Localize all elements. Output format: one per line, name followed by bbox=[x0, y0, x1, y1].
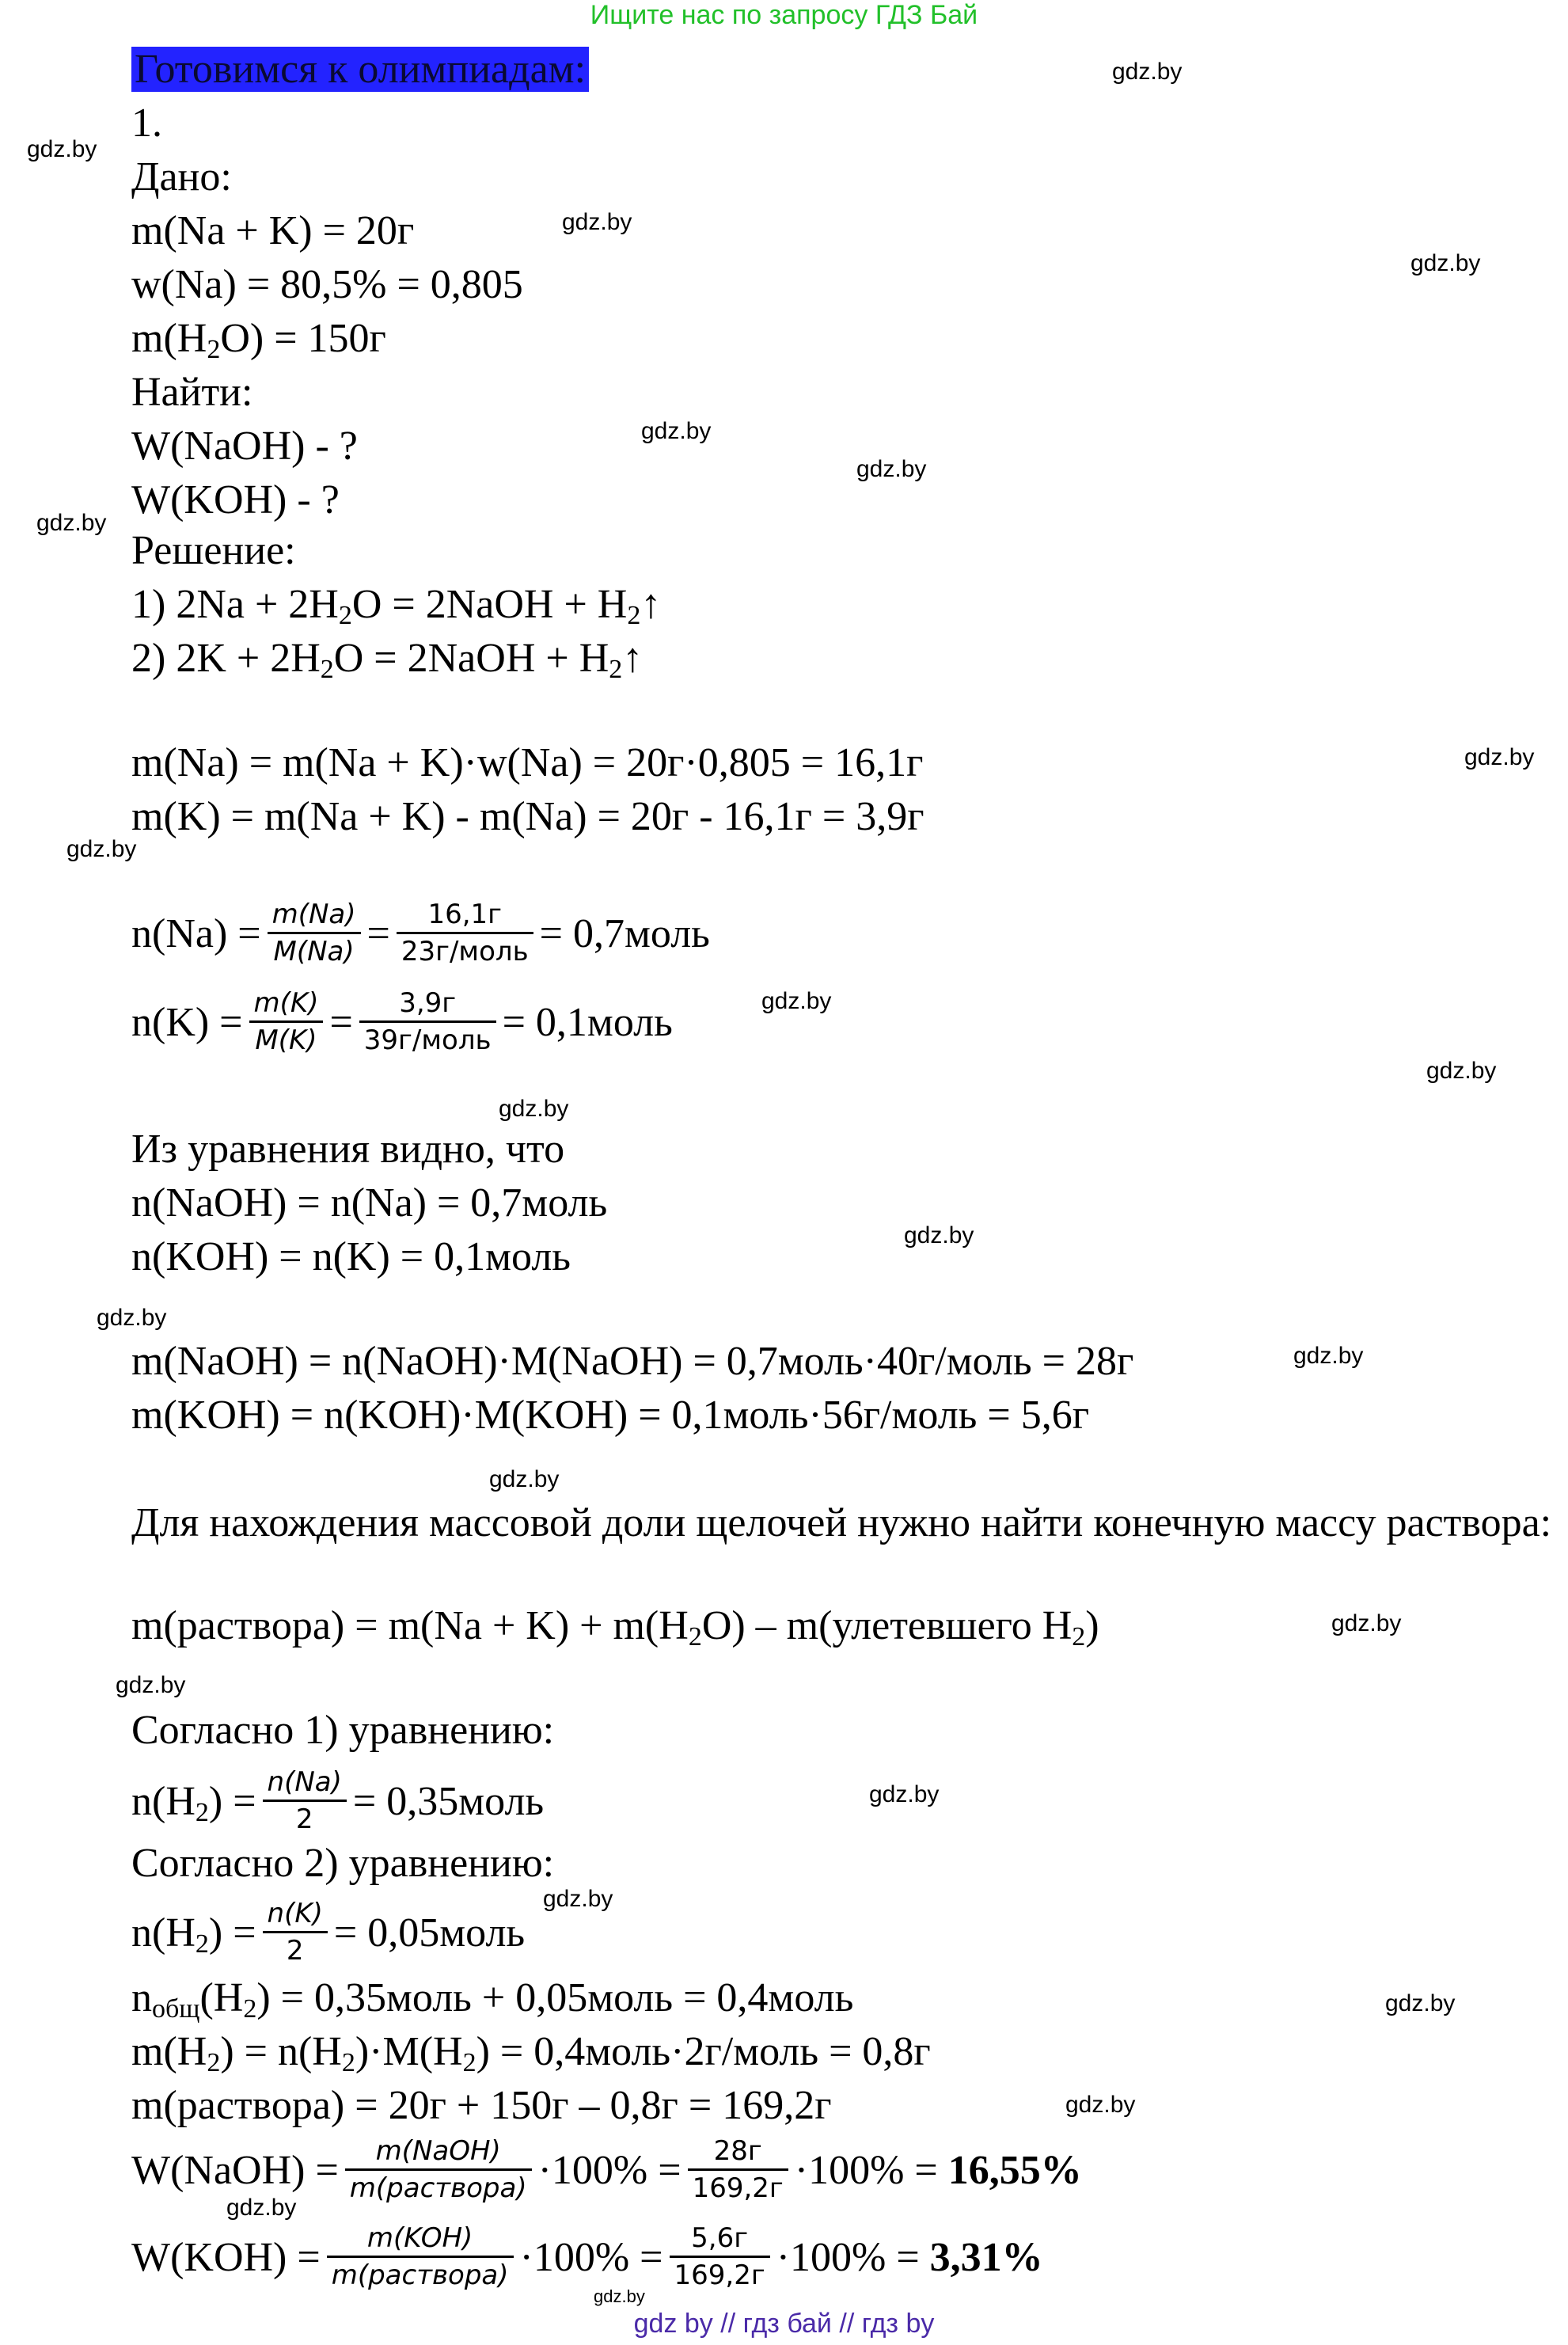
problem-number: 1. bbox=[131, 101, 162, 146]
watermark: gdz.by bbox=[869, 1781, 940, 1807]
watermark: gdz.by bbox=[641, 418, 712, 444]
bottom-banner[interactable]: gdz by // гдз бай // гдз by bbox=[633, 2309, 935, 2339]
moles-h2-eq2: $n(H_2)$ = $\frac{n(K)}{2}$ = 0,05моль bbox=[131, 1897, 526, 1967]
moles-koh: n(KOH) = n(K) = 0,1моль bbox=[131, 1234, 571, 1279]
mass-h2-calc: $m(H_2) = n(H_2)\cdot M(H_2)$ = 0,4моль·2г/моль = 0,8г bbox=[131, 2029, 931, 2077]
mass-koh-calc: m(KOH) = n(KOH)·M(KOH) = 0,1моль·56г/моль = 5,6г bbox=[131, 1393, 1090, 1438]
fraction: $\frac{\text{m(NaOH)}}{\text{m(раствора)}}$ bbox=[345, 2134, 532, 2206]
total-moles-h2: $n_{общ}(H_2)$ = 0,35моль + 0,05моль = 0,4моль bbox=[131, 1975, 854, 2024]
mass-na-calc: m(Na) = m(Na + K)·w(Na) = 20г·0,805 = 16,1г bbox=[131, 740, 924, 785]
given-mass-fraction-na: w(Na) = 80,5% = 0,805 bbox=[131, 262, 523, 307]
watermark: gdz.by bbox=[562, 209, 632, 235]
watermark: gdz.by bbox=[27, 136, 97, 162]
moles-h2-eq1: $n(H_2)$ = $\frac{n(Na)}{2}$ = 0,35моль bbox=[131, 1765, 545, 1835]
moles-na-calc: n(Na) = $\frac{m(Na)}{M(Na)}$ = $\frac{16,1г}{\text{23г/моль}}$ = 0,7моль bbox=[131, 898, 710, 967]
solution-mass-calc: m(раствора) = 20г + 150г – 0,8г = 169,2г bbox=[131, 2083, 832, 2128]
watermark: gdz.by bbox=[1385, 1990, 1456, 2016]
given-label: Дано: bbox=[131, 154, 232, 200]
find-label: Найти: bbox=[131, 370, 253, 415]
fraction: $\frac{28г}{169,2г}$ bbox=[688, 2134, 788, 2206]
fraction: $\frac{3,9г}{\text{39г/моль}}$ bbox=[359, 986, 496, 1058]
watermark: gdz.by bbox=[499, 1096, 569, 1122]
w-koh-calc: W(KOH) = $\frac{\text{m(KOH)}}{\text{m(раствора)}}$ ·100% = $\frac{5,6г}{169,2г}$ ·100% = 3,31% bbox=[131, 2221, 1043, 2291]
according-eq1: Согласно 1) уравнению: bbox=[131, 1708, 555, 1753]
find-w-naoh: W(NaOH) - ? bbox=[131, 424, 358, 469]
fraction: $\frac{m(Na)}{M(Na)}$ bbox=[268, 897, 361, 969]
according-eq2: Согласно 2) уравнению: bbox=[131, 1841, 555, 1886]
fraction: $\frac{\text{m(KOH)}}{\text{m(раствора)}}$ bbox=[327, 2221, 514, 2293]
watermark: gdz.by bbox=[543, 1886, 613, 1912]
moles-naoh: n(NaOH) = n(Na) = 0,7моль bbox=[131, 1180, 608, 1226]
watermark: gdz.by bbox=[1410, 250, 1481, 276]
fraction: $\frac{5,6г}{169,2г}$ bbox=[670, 2221, 770, 2293]
watermark: gdz.by bbox=[761, 988, 832, 1014]
watermark: gdz.by bbox=[1464, 744, 1535, 770]
from-equation-text: Из уравнения видно, что bbox=[131, 1127, 565, 1172]
given-mass-water: $m(H_2O) = 150г$ bbox=[131, 316, 386, 364]
watermark: gdz.by bbox=[904, 1222, 974, 1249]
reaction-1: 1) $2Na + 2H_2O$ = 2NaOH + $H_2↑$ bbox=[131, 582, 662, 630]
find-w-koh: W(KOH) - ? bbox=[131, 477, 340, 523]
watermark: gdz.by bbox=[856, 456, 927, 482]
watermark: gdz.by bbox=[66, 836, 137, 862]
section-heading: Готовимся к олимпиадам: bbox=[131, 46, 589, 93]
watermark: gdz.by bbox=[1293, 1343, 1364, 1369]
fraction: $\frac{m(K)}{M(K)}$ bbox=[249, 986, 324, 1058]
given-mass-mixture: m(Na + K) = 20г bbox=[131, 208, 415, 253]
watermark: gdz.by bbox=[1331, 1610, 1402, 1636]
watermark: gdz.by bbox=[1426, 1058, 1497, 1084]
answer-koh: 3,31% bbox=[929, 2235, 1043, 2280]
w-naoh-calc: W(NaOH) = $\frac{\text{m(NaOH)}}{\text{m(раствора)}}$ ·100% = $\frac{28г}{169,2г}$ ·100% = 16,55% bbox=[131, 2134, 1082, 2204]
watermark: gdz.by bbox=[1112, 59, 1183, 85]
solution-label: Решение: bbox=[131, 528, 296, 573]
moles-k-calc: n(K) = $\frac{m(K)}{M(K)}$ = $\frac{3,9г}{\text{39г/моль}}$ = 0,1моль bbox=[131, 986, 673, 1056]
answer-naoh: 16,55% bbox=[947, 2148, 1082, 2193]
explanation-paragraph: Для нахождения массовой доли щелочей нужно найти конечную массу раствора: bbox=[131, 1500, 1552, 1545]
mass-k-calc: m(K) = m(Na + K) - m(Na) = 20г - 16,1г = 3,9г bbox=[131, 794, 924, 839]
top-banner[interactable]: Ищите нас по запросу ГДЗ Бай bbox=[590, 0, 978, 30]
watermark: gdz.by bbox=[36, 510, 107, 536]
watermark: gdz.by bbox=[594, 2286, 645, 2306]
watermark: gdz.by bbox=[116, 1672, 186, 1698]
fraction: $\frac{n(K)}{2}$ bbox=[263, 1896, 328, 1968]
fraction: $\frac{16,1г}{\text{23г/моль}}$ bbox=[397, 897, 533, 969]
watermark: gdz.by bbox=[1065, 2092, 1136, 2118]
solution-mass-formula: m(раствора) = $m(Na + K) + m(H_2O)$ – m(улетевшего $H_2$) bbox=[131, 1603, 1099, 1651]
fraction: $\frac{n(Na)}{2}$ bbox=[263, 1765, 347, 1837]
watermark: gdz.by bbox=[97, 1305, 167, 1331]
mass-naoh-calc: m(NaOH) = n(NaOH)·M(NaOH) = 0,7моль·40г/моль = 28г bbox=[131, 1339, 1134, 1384]
watermark: gdz.by bbox=[489, 1466, 560, 1492]
reaction-2: 2) $2K + 2H_2O$ = 2NaOH + $H_2↑$ bbox=[131, 636, 644, 684]
watermark: gdz.by bbox=[226, 2195, 297, 2221]
